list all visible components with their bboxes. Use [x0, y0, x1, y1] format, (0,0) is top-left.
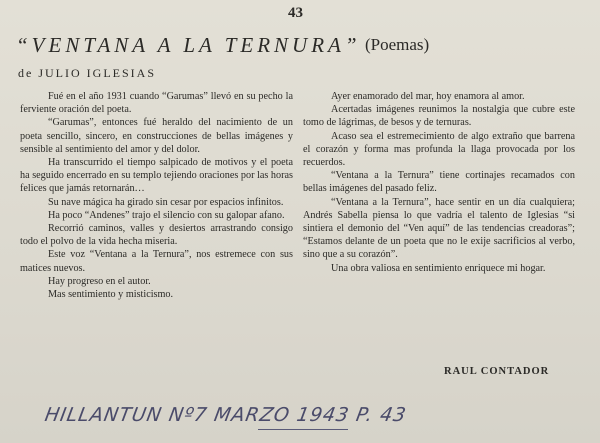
paragraph: Ha poco “Andenes” trajo el silencio con su galopar afano.: [48, 209, 285, 221]
paragraph: Acertadas imágenes reunimos la nostalgia que cubre este tomo de lágrimas, de besos y de ternuras.: [303, 104, 575, 129]
article-subtitle: (Poemas): [365, 35, 430, 54]
paragraph: Hay progreso en el autor.: [48, 275, 151, 287]
paragraph: Este voz “Ventana a la Ternura”, nos estremece con sus matices nuevos.: [20, 249, 293, 274]
paragraph: Ayer enamorado del mar, hoy enamora al amor.: [331, 91, 525, 102]
paragraph: “Ventana a la Ternura”, hace sentir en un día cualquiera; Andrés Sabella piensa lo que vadría el talento de Iglesias “si sintiera el demonio del “Ven aquí” de las tendencias creadoras”; “Estamos delante de un poeta que no le exije sacrificios al verbo, sino que a su corazón”.: [303, 196, 575, 261]
paragraph: Recorrió caminos, valles y desiertos arrastrando consigo todo el polvo de la vida hecha miseria.: [20, 223, 293, 248]
left-column: [20, 90, 293, 301]
paragraph: Fué en el año 1931 cuando “Garumas” llevó en su pecho la ferviente oración del poeta.: [20, 91, 293, 116]
handwritten-underline: [258, 429, 348, 430]
paragraph: “Garumas”, entonces fué heraldo del nacimiento de un poeta sencillo, sincero, en construcciones de bellas imágenes y sensible al sentimiento del amor y del dolor.: [20, 117, 293, 155]
paragraph: Ha transcurrido el tiempo salpicado de motivos y el poeta ha seguido encerrado en su templo tejiendo oraciones por las horas felices que jamás retornarán…: [20, 157, 293, 195]
paragraph: Una obra valiosa en sentimiento enriquece mi hogar.: [331, 262, 546, 274]
paragraph: Acaso sea el estremecimiento de algo extraño que barrena el corazón y forma mas profunda la llaga provocada por los recuerdos.: [303, 130, 575, 169]
paragraph: Mas sentimiento y misticismo.: [48, 289, 174, 301]
author-signature: RAUL CONTADOR: [444, 366, 550, 377]
article-title: “VENTANA A LA TERNURA”: [16, 33, 361, 57]
page-number: 43: [288, 5, 303, 21]
article-byline: de JULIO IGLESIAS: [18, 66, 156, 80]
paragraph: “Ventana a la Ternura” tiene cortinajes recamados con bellas imágenes del pasado feliz.: [303, 170, 575, 195]
right-column: [303, 90, 575, 275]
paragraph: Su nave mágica ha girado sin cesar por espacios infinitos.: [48, 196, 284, 208]
handwritten-citation: HILLANTUN Nº7 MARZO 1943 P. 43: [43, 404, 409, 426]
